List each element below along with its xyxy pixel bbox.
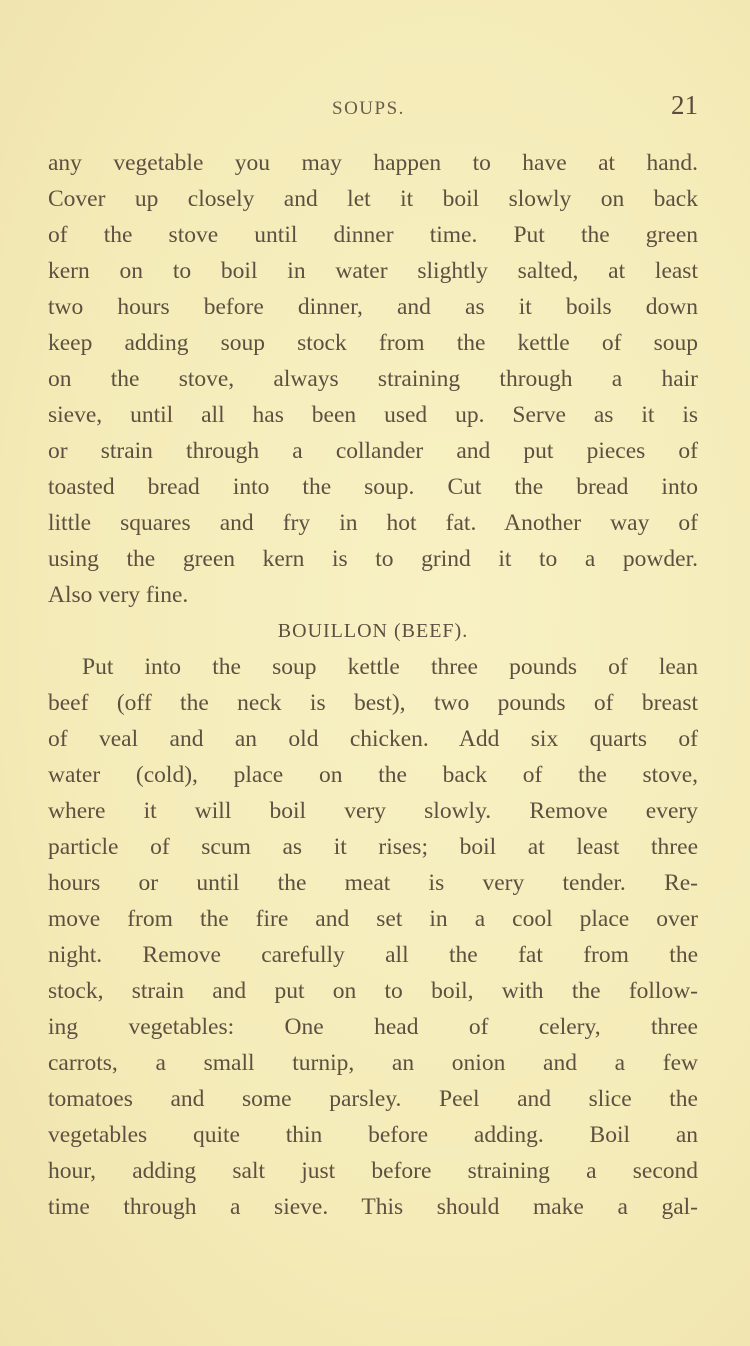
text-line: water (cold), place on the back of the stove, xyxy=(48,762,698,788)
text-line: vegetables quite thin before adding. Boil an xyxy=(48,1122,698,1148)
text-line: using the green kern is to grind it to a powder. xyxy=(48,546,698,572)
text-line: move from the fire and set in a cool place over xyxy=(48,906,698,932)
text-line: particle of scum as it rises; boil at least three xyxy=(48,834,698,860)
body-text xyxy=(48,145,698,1225)
text-line: tomatoes and some parsley. Peel and slice the xyxy=(48,1086,698,1112)
text-line: hour, adding salt just before straining a second xyxy=(48,1158,698,1184)
page-number: 21 xyxy=(671,90,698,120)
text-line: carrots, a small turnip, an onion and a few xyxy=(48,1050,698,1076)
text-line: toasted bread into the soup. Cut the bread into xyxy=(48,474,698,500)
text-line: two hours before dinner, and as it boils down xyxy=(48,294,698,320)
text-line: where it will boil very slowly. Remove every xyxy=(48,798,698,824)
text-line: Put into the soup kettle three pounds of lean xyxy=(82,654,698,680)
text-line: time through a sieve. This should make a gal- xyxy=(48,1194,698,1220)
text-line: little squares and fry in hot fat. Another way of xyxy=(48,510,698,536)
text-line: sieve, until all has been used up. Serve as it is xyxy=(48,402,698,428)
text-line: beef (off the neck is best), two pounds of breast xyxy=(48,690,698,716)
text-line: or strain through a collander and put pieces of xyxy=(48,438,698,464)
text-line: night. Remove carefully all the fat from the xyxy=(48,942,698,968)
text-line: keep adding soup stock from the kettle of soup xyxy=(48,330,698,356)
text-line: kern on to boil in water slightly salted, at least xyxy=(48,258,698,284)
text-line: any vegetable you may happen to have at hand. xyxy=(48,150,698,176)
text-line: ing vegetables: One head of celery, three xyxy=(48,1014,698,1040)
text-line: of veal and an old chicken. Add six quarts of xyxy=(48,726,698,752)
section-heading: BOUILLON (BEEF). xyxy=(277,620,469,642)
text-line: on the stove, always straining through a hair xyxy=(48,366,698,392)
text-line: Also very fine. xyxy=(48,582,189,608)
text-line: hours or until the meat is very tender. Re- xyxy=(48,870,698,896)
running-head-title: SOUPS. xyxy=(332,98,405,119)
running-head xyxy=(48,90,698,130)
text-line: stock, strain and put on to boil, with the follow- xyxy=(48,978,698,1004)
text-line: of the stove until dinner time. Put the green xyxy=(48,222,698,248)
text-line: Cover up closely and let it boil slowly on back xyxy=(48,186,698,212)
